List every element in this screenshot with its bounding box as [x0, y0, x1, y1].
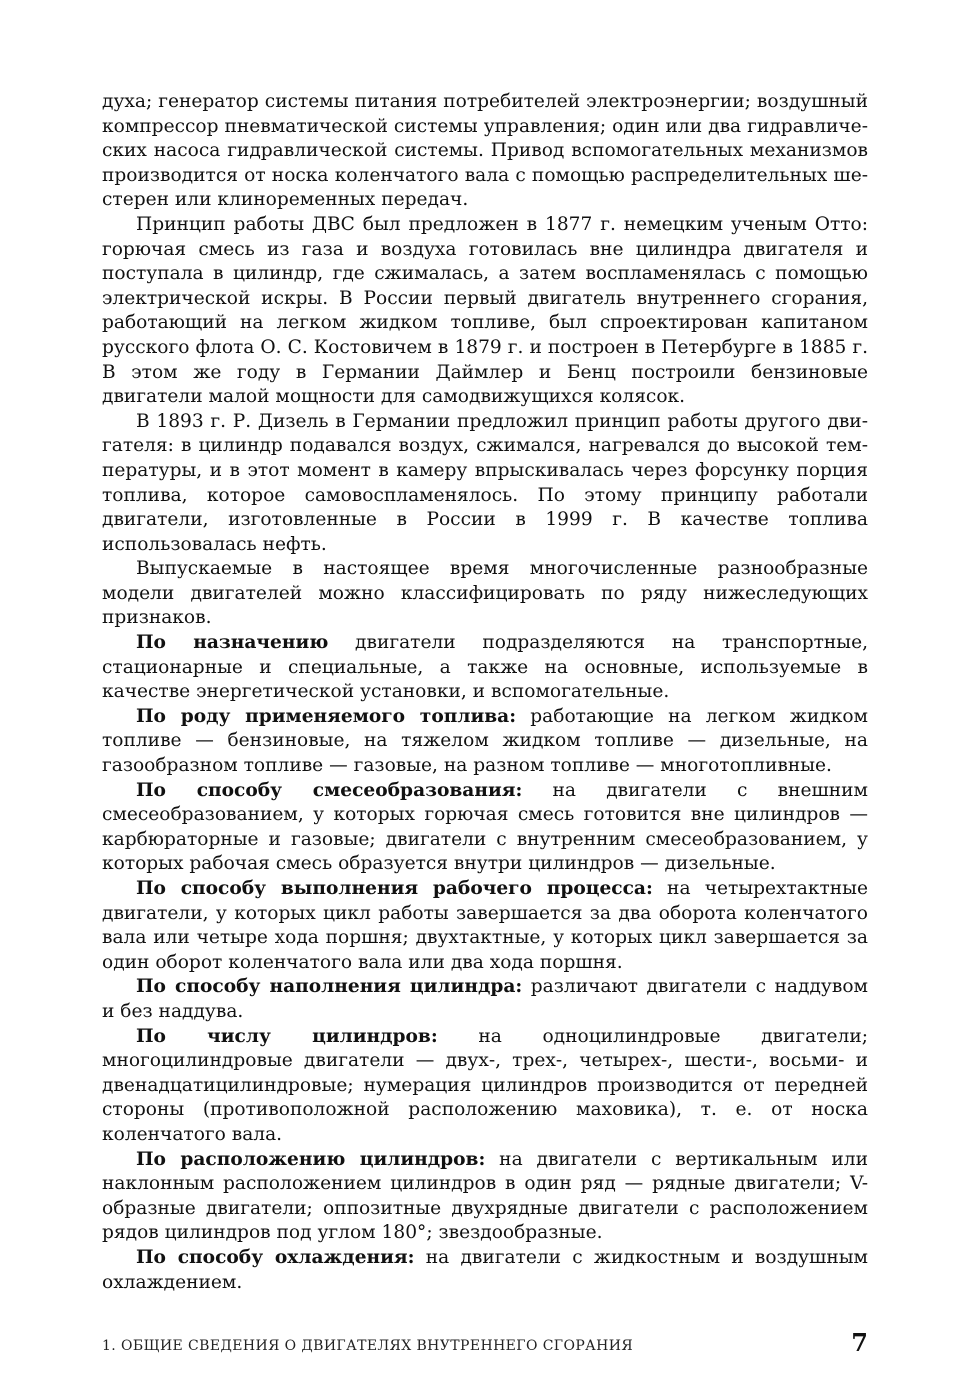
classification-purpose: [102, 631, 868, 705]
classification-fuel: [102, 705, 868, 779]
classification-purpose-heading: По назначению: [136, 632, 329, 654]
classification-cooling-heading: По способу охлаждения:: [136, 1246, 415, 1268]
paragraph-4: [102, 557, 868, 631]
running-footer-title: 1. ОБЩИЕ СВЕДЕНИЯ О ДВИГАТЕЛЯХ ВНУТРЕННЕГО СГОРАНИЯ: [102, 1338, 634, 1354]
classification-fuel-heading: По роду применяемого топлива:: [136, 705, 517, 727]
classification-cylinder-layout-text: на двигатели с вертикальным или наклонным расположением цилиндров в один ряд — рядные двигатели; V-образные двигатели; оппозитные двухрядные двигатели с расположением рядов цилиндров под углом 180°; звездообразные.: [102, 1148, 868, 1244]
paragraph-2-text: Принцип работы ДВС был предложен в 1877 г. немецким ученым Отто: горючая смесь из газа и воздуха готовилась вне цилиндра двигателя и поступала в цилиндр, где сжималась, а затем воспламенялась с помощью электрической искры. В России первый двигатель внутреннего сгорания, работающий на легком жидком топливе, был спроектирован капитаном русского флота О. С. Костовичем в 1879 г. и построен в Петербурге в 1885 г. В этом же году в Германии Даймлер и Бенц построили бензиновые двигатели малой мощности для самодвижущихся колясок.: [102, 213, 868, 408]
classification-cylinder-layout-heading: По расположению цилиндров:: [136, 1148, 486, 1170]
classification-cylinder-count: [102, 1025, 868, 1148]
page-footer: [102, 1328, 868, 1368]
paragraph-1: [102, 90, 868, 213]
paragraph-1-text: духа; генератор системы питания потребителей электроэнергии; воздушный компрессор пневматической системы управления; один или два гидравлических насоса гидравлической системы. Привод вспомогательных механизмов производится от носка коленчатого вала с помощью распределительных шестерен или клиноременных передач.: [102, 91, 868, 211]
classification-cylinder-layout: [102, 1148, 868, 1246]
classification-cooling-text: на двигатели с жидкостным и воздушным охлаждением.: [102, 1246, 868, 1293]
classification-cycle: [102, 877, 868, 975]
classification-mixture-heading: По способу смесеобразования:: [136, 779, 523, 801]
paragraph-3: [102, 410, 868, 558]
classification-cycle-heading: По способу выполнения рабочего процесса:: [136, 878, 653, 899]
classification-mixture-text: на двигатели с внешним смесеобразованием, у которых горючая смесь готовится вне цилиндров — карбюраторные и газовые; двигатели с внутренним смесеобразованием, у которых рабочая смесь образуется внутри цилиндров — дизельные.: [102, 779, 868, 875]
classification-mixture: [102, 779, 868, 877]
classification-filling: [102, 975, 868, 1024]
classification-cycle-text: на четырехтактные двигатели, у которых цикл работы завершается за два оборота коленчатого вала или четыре хода поршня; двухтактные, у которых цикл завершается за один оборот коленчатого вала или два хода поршня.: [102, 878, 868, 973]
paragraph-4-text: Выпускаемые в настоящее время многочисленные разнообразные модели двигателей можно классифицировать по ряду нижеследующих признаков.: [102, 558, 868, 629]
classification-purpose-text: двигатели подразделяются на транспортные, стационарные и специальные, а также на основные, используемые в качестве энергетической установки, и вспомогательные.: [102, 632, 868, 703]
paragraph-3-text: В 1893 г. Р. Дизель в Германии предложил принцип работы другого двигателя: в цилиндр подавался воздух, сжимался, нагревался до высокой температуры, и в этот момент в камеру впрыскивалась через форсунку порция топлива, которое самовоспламенялось. По этому принципу работали двигатели, изготовленные в России в 1999 г. В качестве топлива использовалась нефть.: [102, 410, 868, 555]
page-number: 7: [851, 1328, 868, 1357]
classification-cooling: [102, 1246, 868, 1295]
page-body: [102, 90, 868, 1295]
classification-filling-text: различают двигатели с наддувом и без наддува.: [102, 976, 868, 1022]
classification-cylinder-count-heading: По числу цилиндров:: [136, 1025, 438, 1047]
classification-filling-heading: По способу наполнения цилиндра:: [136, 976, 523, 998]
classification-fuel-text: работающие на легком жидком топливе — бензиновые, на тяжелом жидком топливе — дизельные, на газообразном топливе — газовые, на разном топливе — многотопливные.: [102, 705, 868, 777]
classification-cylinder-count-text: на одноцилиндровые двигатели; многоцилиндровые двигатели — двух-, трех-, четырех-, шести-, восьми- и двенадцатицилиндровые; нумерация цилиндров производится от передней стороны (противоположной расположению маховика), т. е. от носка коленчатого вала.: [102, 1025, 868, 1145]
paragraph-2: [102, 213, 868, 410]
